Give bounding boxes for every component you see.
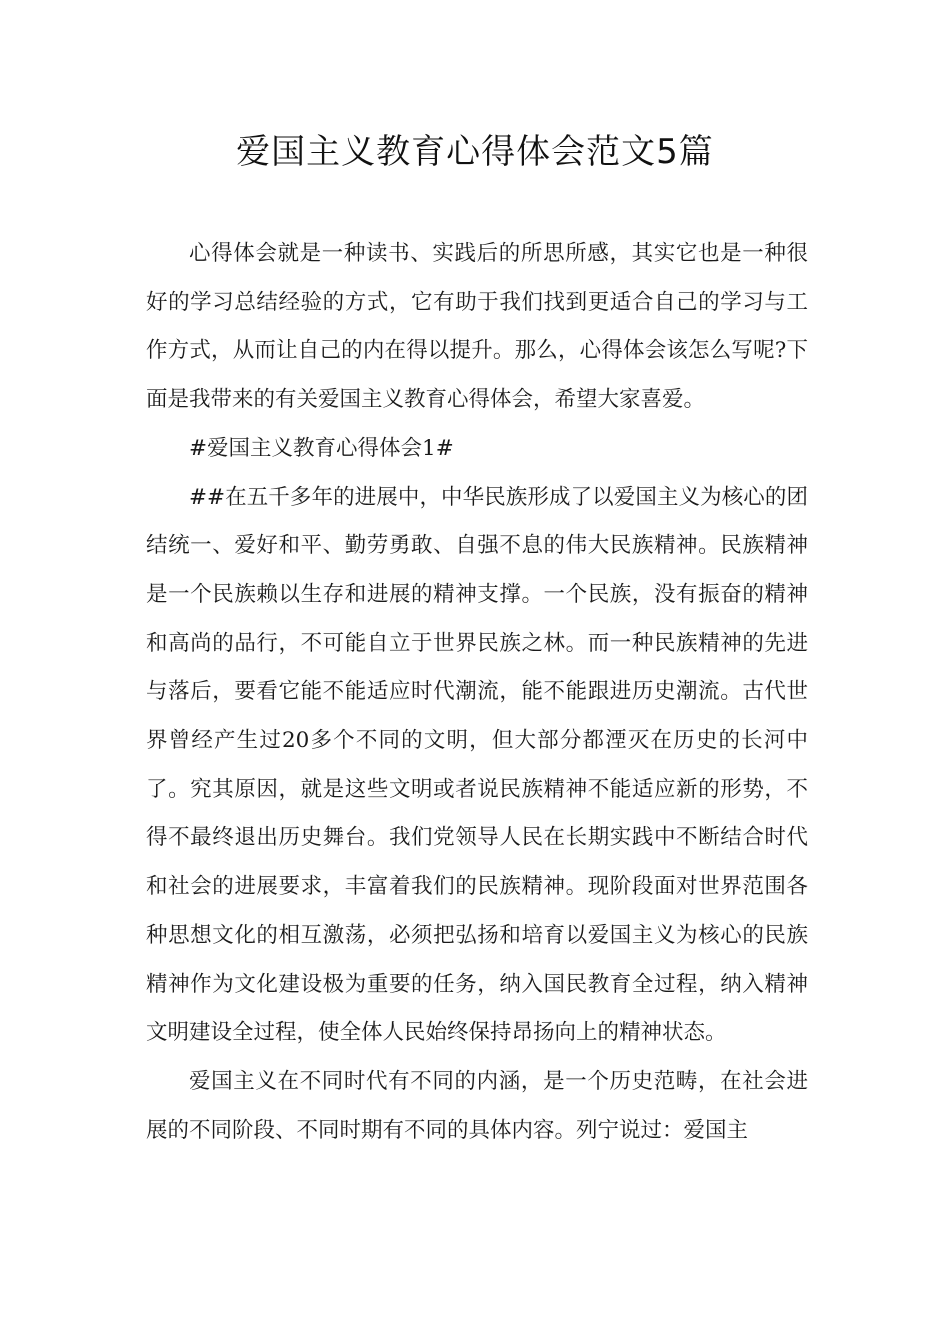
- intro-paragraph: 心得体会就是一种读书、实践后的所思所感，其实它也是一种很好的学习总结经验的方式，它有助于我们找到更适合自己的学习与工作方式，从而让自己的内在得以提升。那么，心得体会该怎么写呢?下面是我带来的有关爱国主义教育心得体会，希望大家喜爱。: [146, 241, 808, 413]
- document-title: 爱国主义教育心得体会范文5篇: [236, 132, 714, 172]
- section-heading: #爱国主义教育心得体会1#: [189, 435, 454, 461]
- body-paragraph: 爱国主义在不同时代有不同的内涵，是一个历史范畴，在社会进展的不同阶段、不同时期有不同的具体内容。列宁说过：爱国主: [146, 1068, 808, 1143]
- document-body: [146, 230, 808, 1155]
- body-paragraph: ##在五千多年的进展中，中华民族形成了以爱国主义为核心的团结统一、爱好和平、勤劳勇敢、自强不息的伟大民族精神。民族精神是一个民族赖以生存和进展的精神支撑。一个民族，没有振奋的精神和高尚的品行，不可能自立于世界民族之林。而一种民族精神的先进与落后，要看它能不能适应时代潮流，能不能跟进历史潮流。古代世界曾经产生过20多个不同的文明，但大部分都湮灭在历史的长河中了。究其原因，就是这些文明或者说民族精神不能适应新的形势，不得不最终退出历史舞台。我们党领导人民在长期实践中不断结合时代和社会的进展要求，丰富着我们的民族精神。现阶段面对世界范围各种思想文化的相互激荡，必须把弘扬和培育以爱国主义为核心的民族精神作为文化建设极为重要的任务，纳入国民教育全过程，纳入精神文明建设全过程，使全体人民始终保持昂扬向上的精神状态。: [146, 484, 808, 1046]
